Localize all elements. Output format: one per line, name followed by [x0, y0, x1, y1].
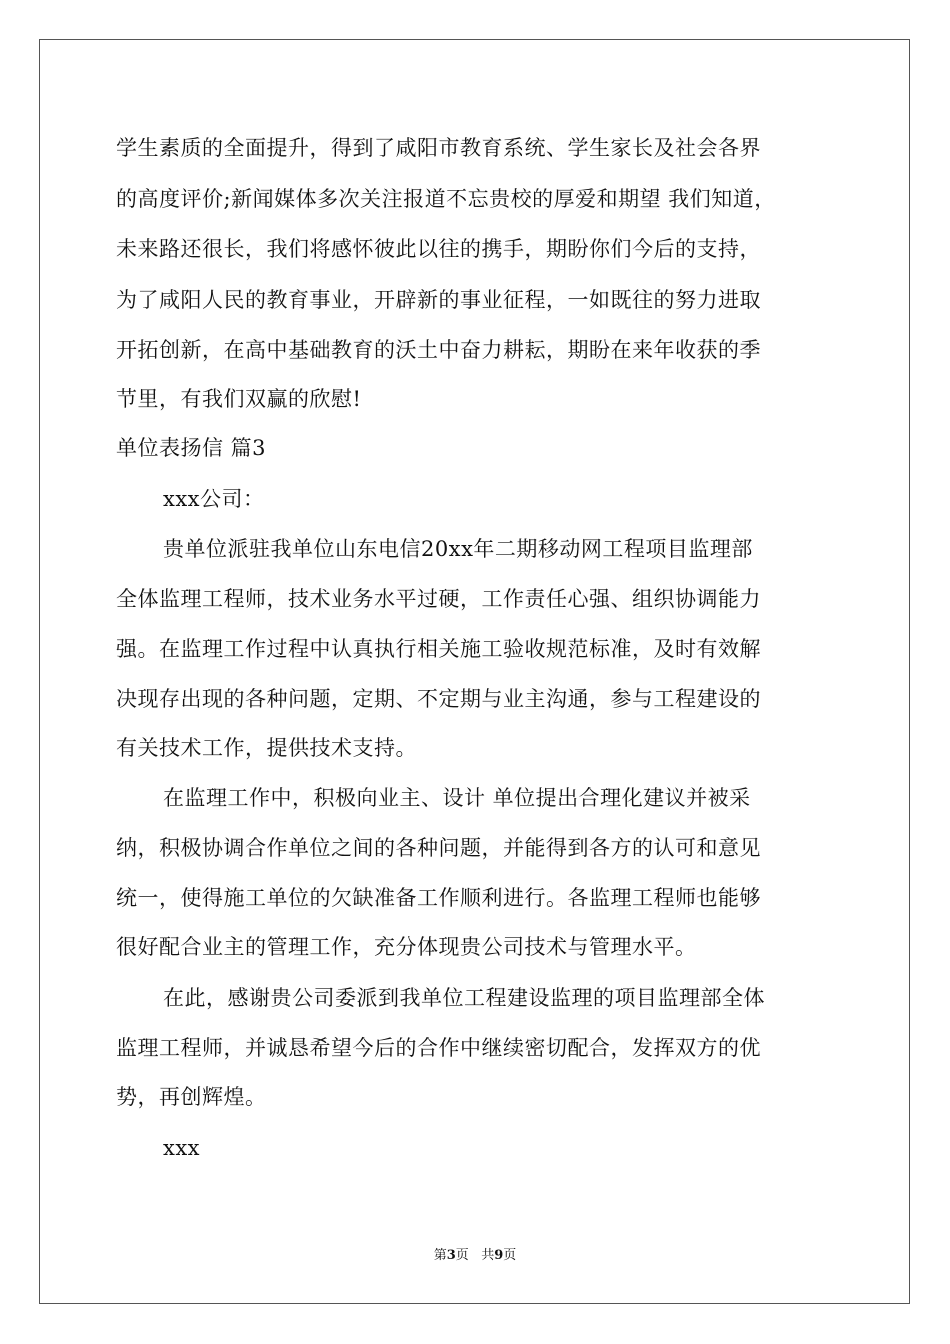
body-line: 在监理工作中，积极向业主、设计 单位提出合理化建议并被采	[163, 786, 751, 810]
footer-total-suffix: 页	[503, 1248, 517, 1263]
footer-page-prefix: 第	[433, 1248, 447, 1263]
footer-page-suffix: 页	[455, 1248, 469, 1263]
body-line: 贵单位派驻我单位山东电信20xx年二期移动网工程项目监理部	[163, 537, 753, 561]
body-line: 的高度评价;新闻媒体多次关注报道不忘贵校的厚爱和期望 我们知道，	[116, 187, 776, 211]
body-line: 节里，有我们双赢的欣慰!	[116, 387, 362, 411]
body-line: 未来路还很长，我们将感怀彼此以往的携手，期盼你们今后的支持，	[116, 237, 761, 261]
salutation: xxx公司：	[163, 487, 265, 511]
body-line: 有关技术工作，提供技术支持。	[116, 736, 417, 760]
body-line: 开拓创新，在高中基础教育的沃土中奋力耕耘，期盼在来年收获的季	[116, 338, 761, 362]
body-line: 学生素质的全面提升，得到了咸阳市教育系统、学生家长及社会各界	[116, 136, 761, 160]
footer-page-current: 3	[446, 1248, 456, 1263]
body-line: 全体监理工程师，技术业务水平过硬，工作责任心强、组织协调能力	[116, 587, 761, 611]
signature: xxx	[163, 1136, 201, 1160]
body-line: 监理工程师，并诚恳希望今后的合作中继续密切配合，发挥双方的优	[116, 1036, 761, 1060]
body-line: 很好配合业主的管理工作，充分体现贵公司技术与管理水平。	[116, 935, 697, 959]
body-line: 纳，积极协调合作单位之间的各种问题，并能得到各方的认可和意见	[116, 836, 761, 860]
section-heading: 单位表扬信 篇3	[116, 436, 267, 460]
page-frame	[39, 39, 910, 1304]
body-line: 势，再创辉煌。	[116, 1085, 267, 1109]
body-line: 统一，使得施工单位的欠缺准备工作顺利进行。各监理工程师也能够	[116, 886, 761, 910]
footer-total-prefix: 共	[481, 1248, 495, 1263]
body-line: 强。在监理工作过程中认真执行相关施工验收规范标准，及时有效解	[116, 637, 761, 661]
page-footer	[0, 1248, 950, 1264]
body-line: 决现存出现的各种问题，定期、不定期与业主沟通，参与工程建设的	[116, 687, 761, 711]
footer-page-total: 9	[494, 1248, 504, 1263]
body-line: 为了咸阳人民的教育事业，开辟新的事业征程，一如既往的努力进取	[116, 288, 761, 312]
body-line: 在此，感谢贵公司委派到我单位工程建设监理的项目监理部全体	[163, 986, 765, 1010]
